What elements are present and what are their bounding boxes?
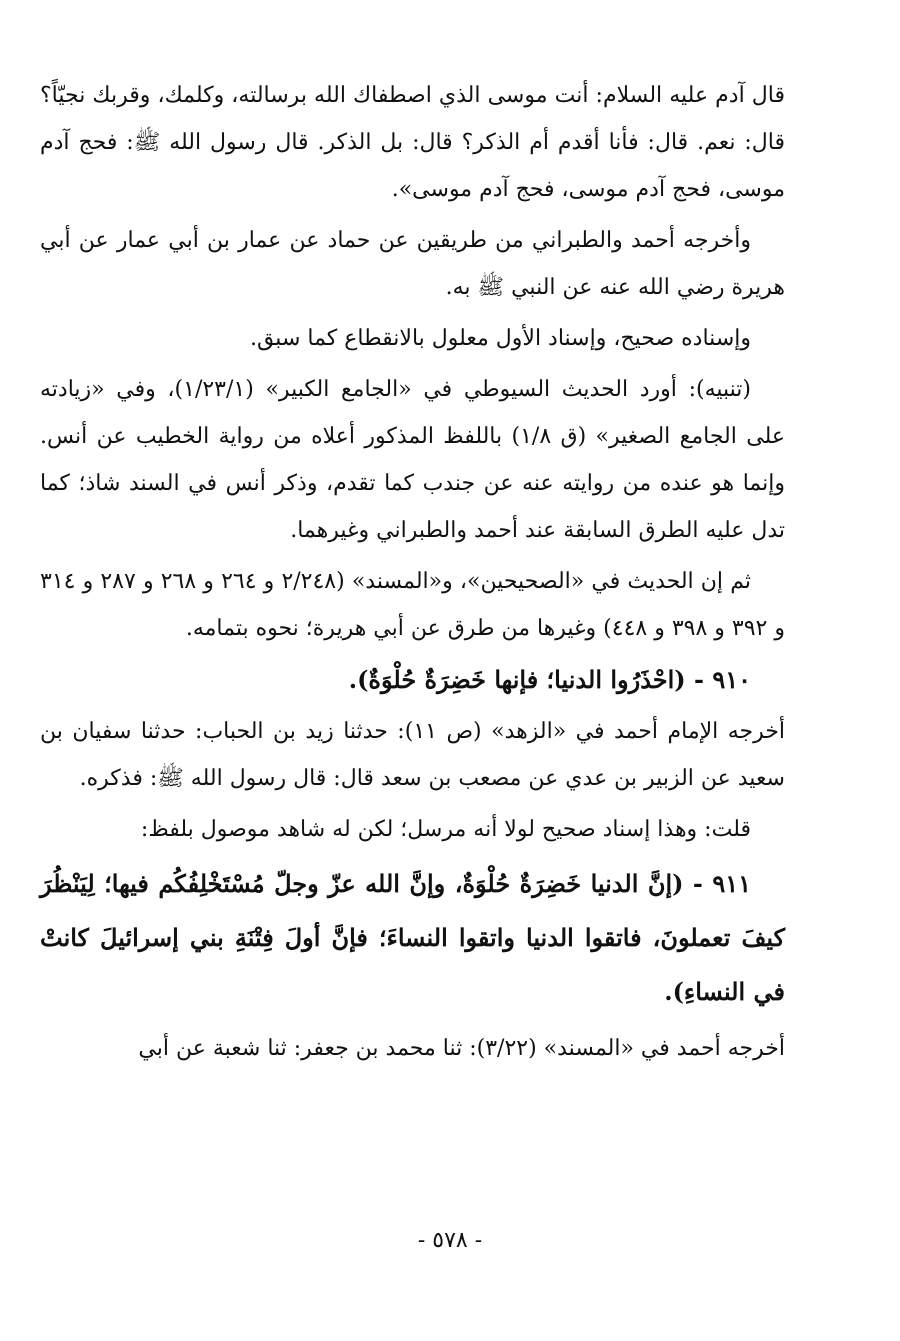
- paragraph-ahmad-tabarani: وأخرجه أحمد والطبراني من طريقين عن حماد عن عمار بن أبي عمار عن أبي هريرة رضي الله عنه عن النبي ﷺ به.: [40, 228, 785, 300]
- paragraph-zuhd: أخرجه الإمام أحمد في «الزهد» (ص ١١): حدثنا زيد بن الحباب: حدثنا سفيان بن سعيد عن الزبير بن عدي عن مصعب بن سعد قال: قال رسول الله ﷺ: فذكره.: [40, 719, 786, 791]
- hadith-911-heading: ٩١١ - (إنَّ الدنيا خَضِرَةٌ حُلْوَةٌ، وإنَّ الله عزّ وجلّ مُسْتَخْلِفُكُم فيها؛ لِيَنْظُرَ كيفَ تعملونَ، فاتقوا الدنيا واتقوا النساءَ؛ فإنَّ أولَ فِتْنَةِ بني إسرائيلَ كانتْ في النساءِ).: [40, 869, 785, 1006]
- paragraph-qultu: قلت: وهذا إسناد صحيح لولا أنه مرسل؛ لكن له شاهد موصول بلفظ:: [140, 817, 751, 842]
- page-body: [40, 72, 785, 1072]
- paragraph-sahihayn: ثم إن الحديث في «الصحيحين»، و«المسند» (٢/٢٤٨ و ٢٦٤ و ٢٦٨ و ٢٨٧ و ٣١٤ و ٣٩٢ و ٣٩٨ و ٤٤٨) وغيرها من طرق عن أبي هريرة؛ نحوه بتمامه.: [40, 569, 785, 641]
- hadith-910-heading: ٩١٠ - (احْذَرُوا الدنيا؛ فإنها خَضِرَةٌ حُلْوَةٌ).: [348, 665, 751, 694]
- page-number: - ٥٧٨ -: [417, 1228, 483, 1253]
- paragraph-isnad-sahih: وإسناده صحيح، وإسناد الأول معلول بالانقطاع كما سبق.: [249, 326, 751, 351]
- paragraph-musnad: أخرجه أحمد في «المسند» (٣/٢٢): ثنا محمد بن جعفر: ثنا شعبة عن أبي: [138, 1036, 785, 1061]
- paragraph-tanbih: (تنبيه): أورد الحديث السيوطي في «الجامع الكبير» (١/٢٣/١)، وفي «زيادته على الجامع الصغير» (ق ١/٨) باللفظ المذكور أعلاه من رواية الخطيب عن أنس. وإنما هو عنده من روايته عنه عن جندب كما تقدم، وذكر أنس في السند شاذ؛ كما تدل عليه الطرق السابقة عند أحمد والطبراني وغيرهما.: [40, 377, 785, 543]
- paragraph-adam-moses: قال آدم عليه السلام: أنت موسى الذي اصطفاك الله برسالته، وكلمك، وقربك نجيّاً؟ قال: نعم. قال: فأنا أقدم أم الذكر؟ قال: بل الذكر. قال رسول الله ﷺ: فحج آدم موسى، فحج آدم موسى، فحج آدم موسى».: [40, 83, 785, 202]
